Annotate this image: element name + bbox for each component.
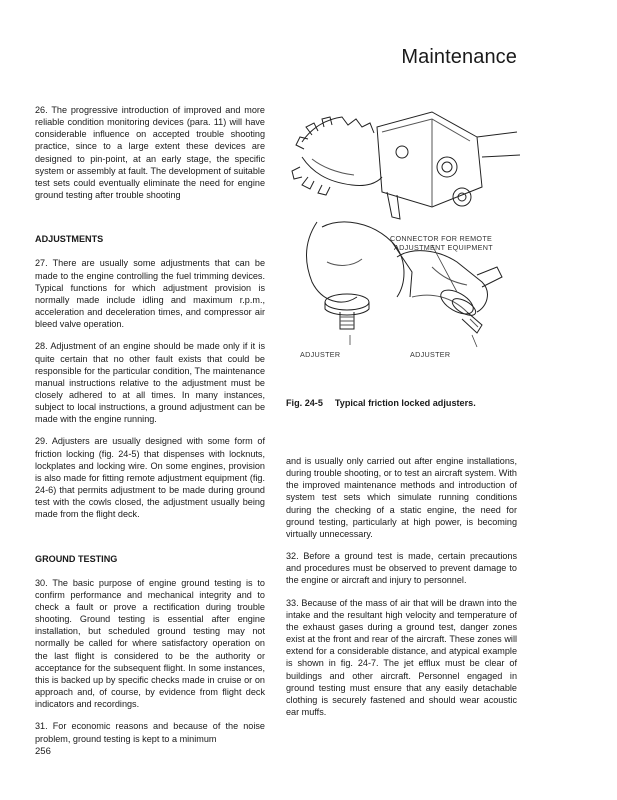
figure-caption xyxy=(286,398,526,408)
heading-ground-testing: GROUND TESTING xyxy=(35,553,118,564)
paragraph-30: 30. The basic purpose of engine ground testing is to confirm performance and mechanical integrity and to check a fault or prove a rectification during trouble shooting. Ground testing is essential after engine installation, but scheduled ground testing may not normally be called for where satisfactory operation on the last flight is considered to be the authority or acceptance for the subsequent flight. In some instances, this is backed up by specific checks made in cruise or on approach and, of course, by evidence from flight deck indicators and recordings. xyxy=(35,577,265,710)
paragraph-27: 27. There are usually some adjustments that can be made to the engine controlling the fuel trimming devices. Typical functions for which adjustment provision is normally made include idling and maximum r.p.m., acceleration and deceleration times, and compressor air bleed valve operation. xyxy=(35,258,265,330)
caption-text: Typical friction locked adjusters. xyxy=(334,398,476,408)
heading-adjustments: ADJUSTMENTS xyxy=(35,234,104,245)
label-connector-line1: CONNECTOR FOR REMOTE xyxy=(390,234,493,243)
paragraph-31-continued: and is usually only carried out after engine installations, during trouble shooting, or to test an aircraft system. With the improved maintenance methods and introduction of system test sets which simulate running conditions during the checking of a static engine, the need for ground testing, particularly at high power, is becoming virtually unnecessary. xyxy=(286,456,517,539)
paragraph-28: 28. Adjustment of an engine should be made only if it is quite certain that no other fault exists that could be responsible for the particular condition, The maintenance manual instructions relative to the adjustment must be closely adhered to at all times. In many instances, subject to local instructions, a ground adjustment can be made with the engine running. xyxy=(35,341,265,425)
paragraph-32: 32. Before a ground test is made, certain precautions and procedures must be observed to prevent damage to the engine or aircraft and injury to personnel. xyxy=(286,551,517,586)
left-column xyxy=(35,104,265,755)
figure-friction-locked-adjusters xyxy=(282,97,522,387)
paragraph-26: 26. The progressive introduction of improved and more reliable condition monitoring devices (para. 11) will have considerable influence on accepted trouble shooting practice, since to a large extent these devices are designed to pin-point, at an early stage, the specific system or assembly at fault. The development of suitable test sets could eventually eliminate the need for engine ground testing after trouble shooting xyxy=(35,105,265,201)
label-adjuster-left: ADJUSTER xyxy=(300,350,341,359)
label-connector-line2: ADJUSTMENT EQUIPMENT xyxy=(394,243,493,252)
adjusters-illustration xyxy=(282,97,522,387)
page-number: 256 xyxy=(35,746,51,757)
paragraph-29: 29. Adjusters are usually designed with some form of friction locking (fig. 24-5) that dispenses with locknuts, lockplates and locking wire. On some engines, provision is also made for fitting remote adjustment equipment (fig. 24-6) that permits adjustment to be made during ground test with the cowls closed, the adjustment usually being made from the flight deck. xyxy=(35,436,265,520)
paragraph-31: 31. For economic reasons and because of the noise problem, ground testing is kept to a minimum xyxy=(35,721,265,744)
caption-number: Fig. 24-5 xyxy=(286,398,323,408)
label-adjuster-right: ADJUSTER xyxy=(410,350,451,359)
right-column xyxy=(286,455,517,728)
page-header-title: Maintenance xyxy=(401,46,517,68)
paragraph-33: 33. Because of the mass of air that will be drawn into the intake and the resultant high velocity and temperature of the exhaust gases during a ground test, danger zones exist at the front and rear of the aircraft. These zones will extend for a considerable distance, and atypical example is shown in fig. 24-7. The jet efflux must be clear of buildings and other aircraft. Personnel engaged in ground testing must ensure that any easily detachable clothing is securely fastened and should wear acoustic ear muffs. xyxy=(286,597,517,717)
